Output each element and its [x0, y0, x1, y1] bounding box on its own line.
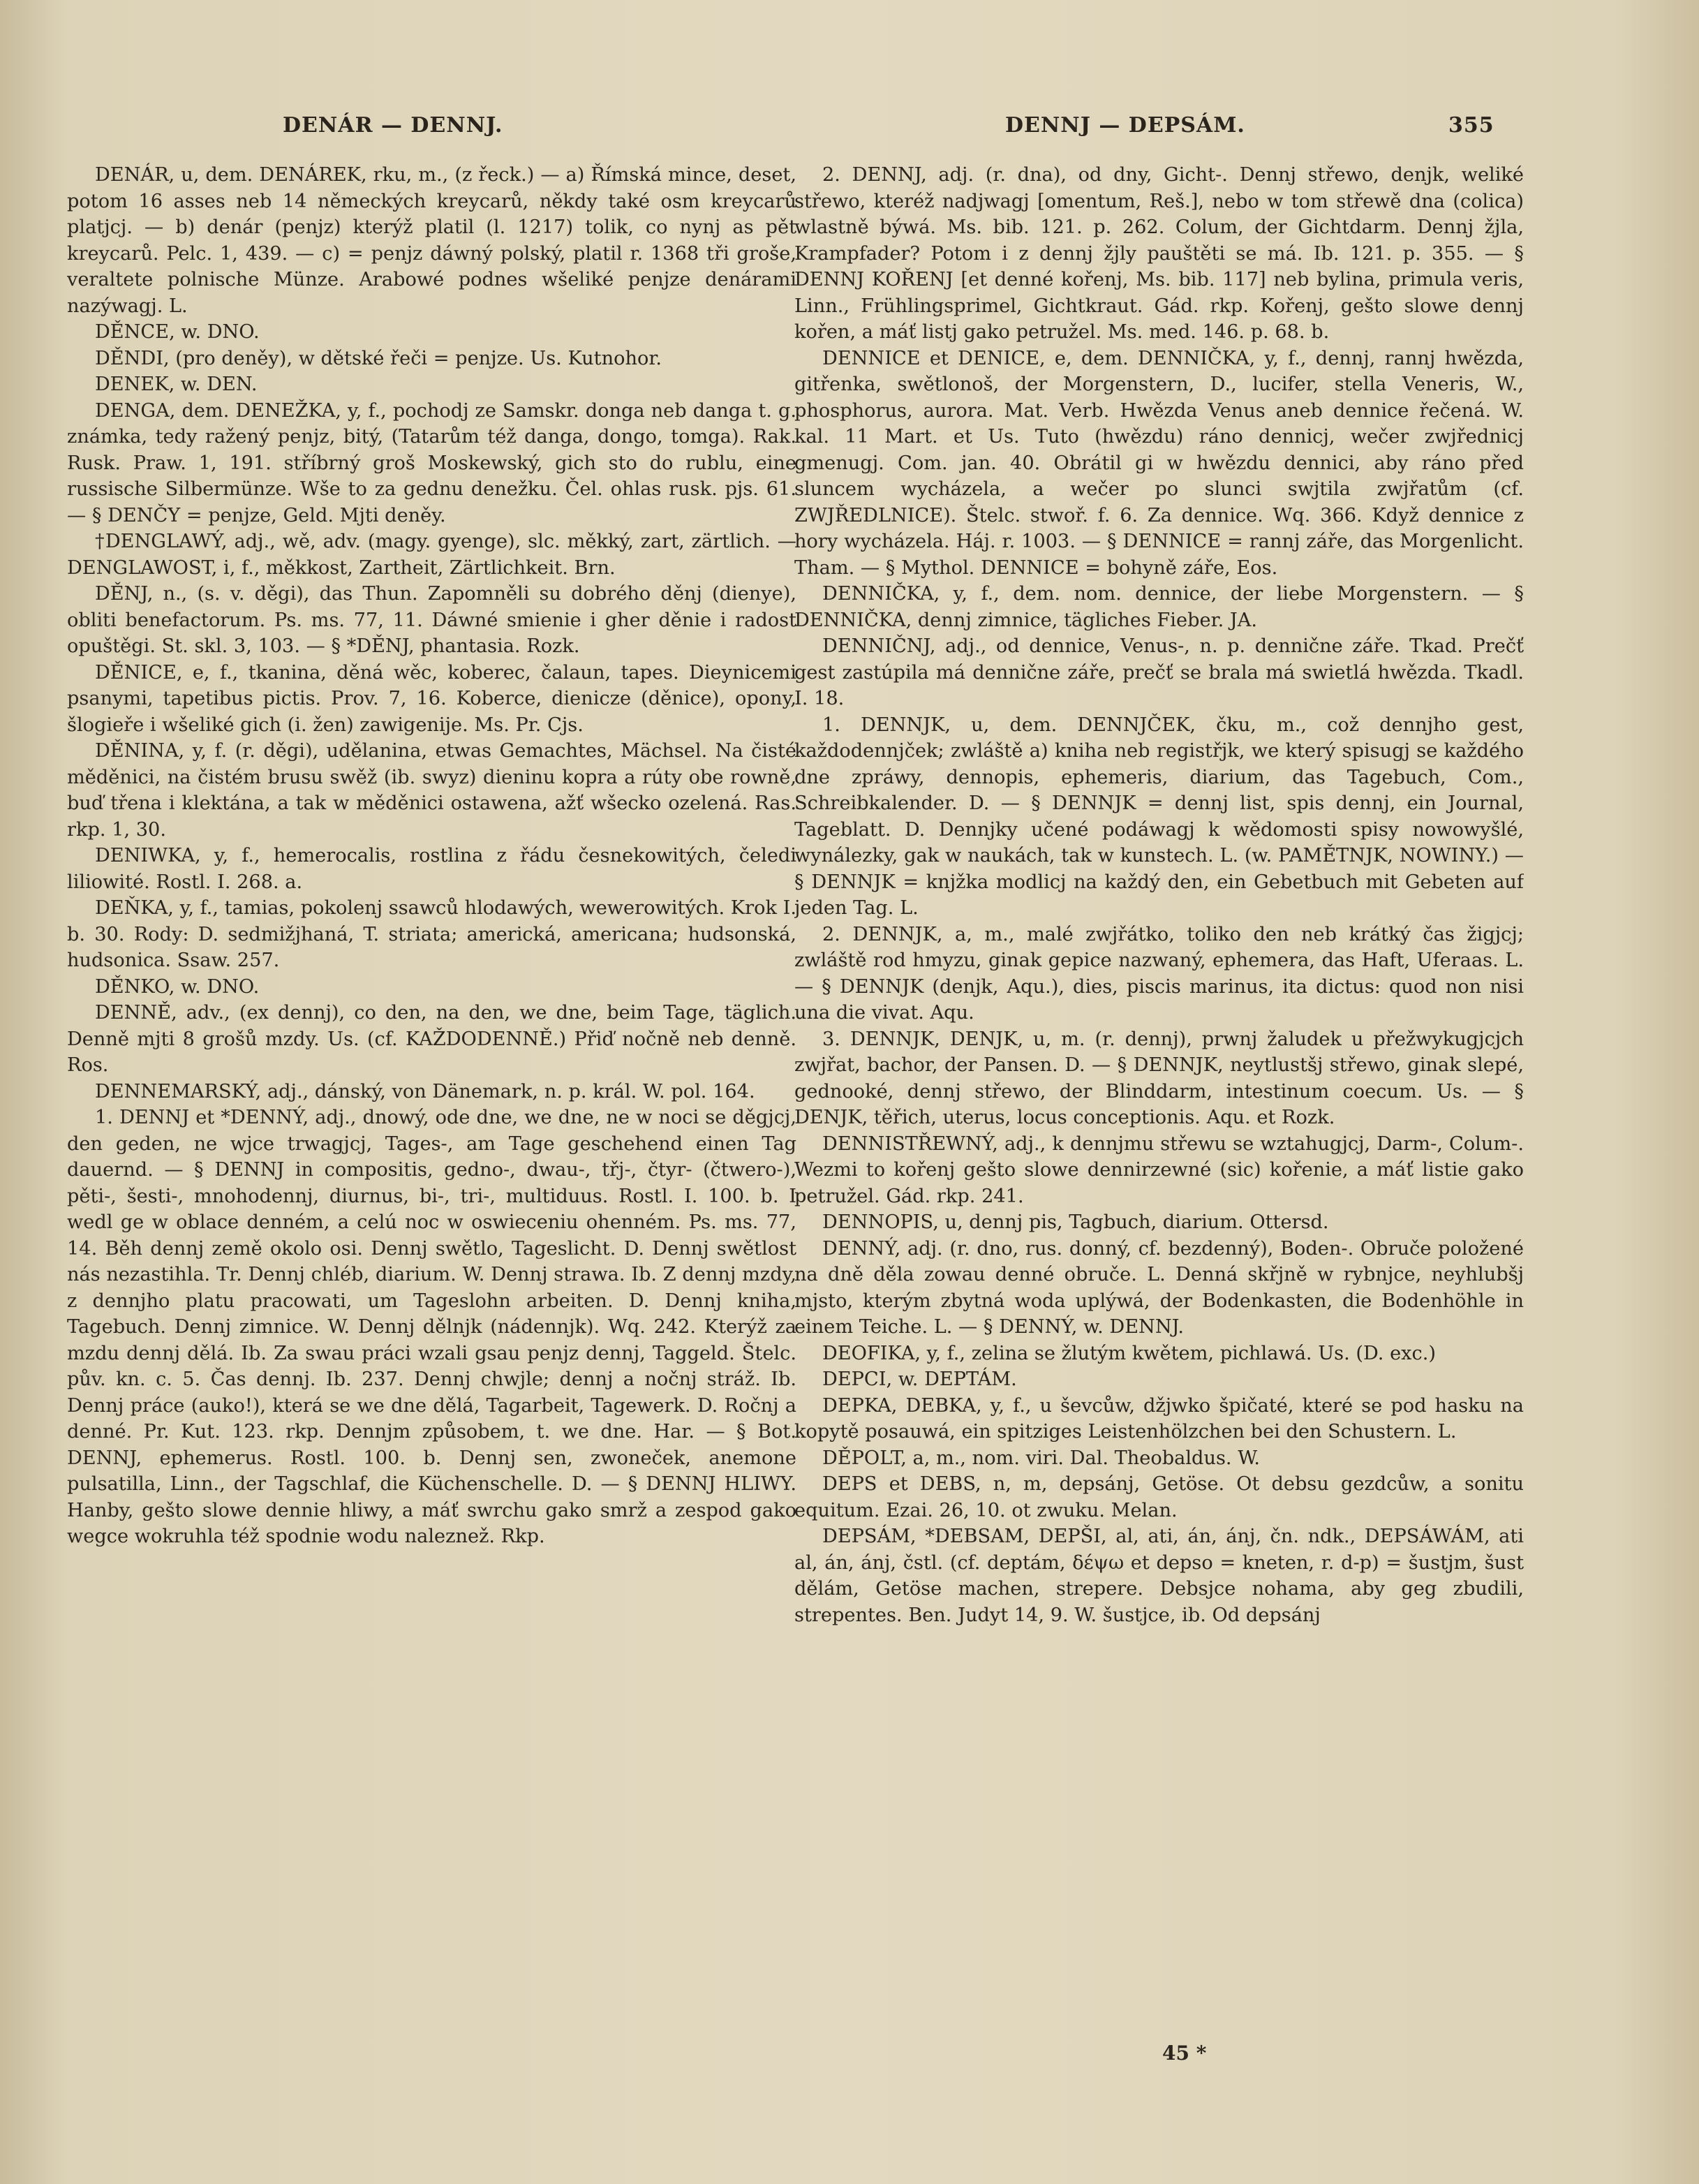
entry: DENÁR, u, dem. DENÁREK, rku, m., (z řeck.) — a) Římská mince, deset, potom 16 asses neb 14 německých kreycarů, někdy také osm kreycarů platjcj. — b) denár (penjz) kterýž platil (l. 1217) tolik, co nynj as pět kreycarů. Pelc. 1, 439. — c) = penjz dáwný polský, platil r. 1368 tři groše, veraltete polnische Münze. Arabowé podnes wšeliké penjze denárami nazýwagj. L. — [67, 164, 796, 317]
entry: DĚNJ, n., (s. v. děgi), das Thun. Zapomněli su dobrého děnj (dienye), obliti benefactorum. Ps. ms. 77, 11. Dáwné smienie i gher děnie i radost opuštěgi. St. skl. 3, 103. — § *DĚNJ, phantasia. Rozk. — [67, 583, 796, 657]
running-head-center: DENNJ — DEPSÁM. — [1005, 113, 1245, 138]
entry: DEPSÁM, *DEBSAM, DEPŠI, al, ati, án, ánj, čn. ndk., DEPSÁWÁM, ati al, án, ánj, čstl. (cf. deptám, δέψω et depso = kneten, r. d-p) = šustjm, šust dělám, Getöse machen, strepere. Debsjce nohama, aby geg zbudili, strepentes. Ben. Judyt 14, 9. W. šustjce, ib. Od depsánj — [794, 1526, 1524, 1626]
entry: DEPKA, DEBKA, y, f., u ševcůw, džjwko špičaté, které se pod hasku na kopytě posauwá, ein spitziges Leistenhölzchen bei den Schustern. L. — [794, 1394, 1524, 1443]
entry: DENNISTŘEWNÝ, adj., k dennjmu střewu se wztahugjcj, Darm-, Colum-. Wezmi to kořenj gešto slowe dennirzewné (sic) kořenie, a máť listie gako petružel. Gád. rkp. 241. — [794, 1132, 1524, 1207]
entry: DĚNKO, w. DNO. — [95, 975, 260, 998]
running-head-left: DENÁR — DENNJ. — [283, 113, 503, 138]
entry: DENNIČKA, y, f., dem. nom. dennice, der liebe Morgenstern. — § DENNIČKA, dennj zimnice, tägliches Fieber. JA. — [794, 583, 1524, 631]
entry: DĚPOLT, a, m., nom. viri. Dal. Theobaldus. W. — [822, 1447, 1261, 1469]
entry: DEŇKA, y, f., tamias, pokolenj ssawců hlodawých, wewerowitých. Krok I. b. 30. Rody: D. sedmižjhaná, T. striata; americká, americana; hudsonská, hudsonica. Ssaw. 257. — [67, 897, 796, 971]
entry: DENGA, dem. DENEŽKA, y, f., pochodj ze Samskr. donga neb danga t. g. známka, tedy ražený penjz, bitý, (Tatarům též danga, dongo, tomga). Rak. Rusk. Praw. 1, 191. stříbrný groš Moskewský, gich sto do rublu, eine russische Silbermünze. Wše to za gednu denežku. Čel. ohlas rusk. pjs. 61. — § DENČY = penjze, Geld. Mjti deněy. — [67, 399, 796, 526]
signature-mark: 45 * — [1162, 2042, 1207, 2065]
entry: DENEK, w. DEN. — [95, 374, 258, 395]
entry: DENNIČNJ, adj., od dennice, Venus-, n. p. dennične záře. Tkad. Prečť gest zastúpila má dennične záře, prečť se brala má swietlá hwězda. Tkadl. I. 18. — [794, 635, 1524, 709]
entry: †DENGLAWÝ, adj., wě, adv. (magy. gyenge), slc. měkký, zart, zärtlich. — DENGLAWOST, i, f., měkkost, Zartheit, Zärtlichkeit. Brn. — [67, 531, 796, 579]
right-column — [794, 162, 1524, 2075]
entry: 1. DENNJK, u, dem. DENNJČEK, čku, m., což dennjho gest, každodennjček; zwláště a) kniha neb registřjk, we který spisugj se každého dne zpráwy, dennopis, ephemeris, diarium, das Tagebuch, Com., Schreibkalender. D. — § DENNJK = dennj list, spis dennj, ein Journal, Tageblatt. D. Dennjky učené podáwagj k wědomosti spisy nowowyšlé, wynálezky, gak w naukách, tak w kunstech. L. (w. PAMĚTNJK, NOWINY.) — § DENNJK = knjžka modlicj na každý den, ein Gebetbuch mit Gebeten auf jeden Tag. L. — [794, 714, 1524, 919]
entry: DENNEMARSKÝ, adj., dánský, von Dänemark, n. p. král. W. pol. 164. — [95, 1080, 755, 1102]
entry: 2. DENNJK, a, m., malé zwjřátko, toliko den neb krátký čas žigjcj; zwláště rod hmyzu, ginak gepice nazwaný, ephemera, das Haft, Uferaas. L. — § DENNJK (denjk, Aqu.), dies, piscis marinus, ita dictus: quod non nisi una die vivat. Aqu. — [794, 923, 1524, 1024]
entry: DEPS et DEBS, n, m, depsánj, Getöse. Ot debsu gezdcůw, a sonitu equitum. Ezai. 26, 10. ot zwuku. Melan. — [794, 1473, 1524, 1521]
entry: DEPCI, w. DEPTÁM. — [822, 1368, 1017, 1390]
left-column — [67, 162, 796, 2075]
entry: DENNĚ, adv., (ex dennj), co den, na den, we dne, beim Tage, täglich. Denně mjti 8 grošů mzdy. Us. (cf. KAŽDODENNĚ.) Přiď nočně neb denně. Ros. — [67, 1002, 796, 1076]
entry: DEOFIKA, y, f., zelina se žlutým kwětem, pichlawá. Us. (D. exc.) — [822, 1342, 1436, 1364]
entry: 3. DENNJK, DENJK, u, m. (r. dennj), prwnj žaludek u přežwykugjcjch zwjřat, bachor, der Pansen. D. — § DENNJK, neytlustšj střewo, ginak slepé, gednooké, dennj střewo, der Blinddarm, intestinum coecum. Us. — § DENJK, těřich, uterus, locus conceptionis. Aqu. et Rozk. — [794, 1028, 1524, 1128]
entry: DĚNDI, (pro deněy), w dětské řeči = penjze. Us. Kutnohor. — [95, 347, 662, 369]
entry: DĚNCE, w. DNO. — [95, 321, 260, 343]
entry: DENNÝ, adj. (r. dno, rus. donný, cf. bezdenný), Boden-. Obruče položené na dně děla zowau denné obruče. L. Denná skřjně w rybnjce, neyhlubšj mjsto, kterým zbytná woda uplýwá, der Bodenkasten, die Bodenhöhle in einem Teiche. L. — § DENNÝ, w. DENNJ. — [794, 1237, 1524, 1338]
page-number: 355 — [1448, 113, 1494, 138]
entry: 2. DENNJ, adj. (r. dna), od dny, Gicht-. Dennj střewo, denjk, weliké střewo, kteréž nadjwagj [omentum, Reš.], nebo w tom střewě dna (colica) wlastně býwá. Ms. bib. 121. p. 262. Colum, der Gichtdarm. Dennj žjla, Krampfader? Potom i z dennj žjly pauštěti se má. Ib. 121. p. 355. — § DENNJ KOŘENJ [et denné kořenj, Ms. bib. 117] neb bylina, primula veris, Linn., Frühlingsprimel, Gichtkraut. Gád. rkp. Kořenj, gešto slowe dennj kořen, a máť listj gako petružel. Ms. med. 146. p. 68. b. — [794, 164, 1524, 343]
entry: DĚNICE, e, f., tkanina, děná wěc, koberec, čalaun, tapes. Dieynicemi psanymi, tapetibus pictis. Prov. 7, 16. Koberce, dienicze (děnice), opony, šlogieře i wšeliké gich (i. žen) zawigenije. Ms. Pr. Cjs. — [67, 661, 796, 736]
entry: 1. DENNJ et *DENNÝ, adj., dnowý, ode dne, we dne, ne w noci se děgjcj, den geden, ne wjce trwagjcj, Tages-, am Tage geschehend einen Tag dauernd. — § DENNJ in compositis, gedno-, dwau-, třj-, čtyr- (čtwero-), pěti-, šesti-, mnohodennj, diurnus, bi-, tri-, multiduus. Rostl. I. 100. b. I wedl ge w oblace denném, a celú noc w oswieceniu ohenném. Ps. ms. 77, 14. Běh dennj země okolo osi. Dennj swětlo, Tageslicht. D. Dennj swětlost nás nezastihla. Tr. Dennj chléb, diarium. W. Dennj strawa. Ib. Z dennj mzdy, z dennjho platu pracowati, um Tageslohn arbeiten. D. Dennj kniha, Tagebuch. Dennj zimnice. W. Dennj dělnjk (nádennjk). Wq. 242. Kterýž za mzdu dennj dělá. Ib. Za swau práci wzali gsau penjz dennj, Taggeld. Štelc. pův. kn. c. 5. Čas dennj. Ib. 237. Dennj chwjle; dennj a nočnj stráž. Ib. Dennj práce (auko!), která se we dne dělá, Tagarbeit, Tagewerk. D. Ročnj a denné. Pr. Kut. 123. rkp. Dennjm způsobem, t. we dne. Har. — § Bot. DENNJ, ephemerus. Rostl. 100. b. Dennj sen, zwoneček, anemone pulsatilla, Linn., der Tagschlaf, die Küchenschelle. D. — § DENNJ HLIWY. Hanby, gešto slowe dennie hliwy, a máť swrchu gako smrž a zespod gako wegce wokruhla též spodnie wodu naleznež. Rkp. — [67, 1107, 796, 1547]
entry: DENNICE et DENICE, e, dem. DENNIČKA, y, f., dennj, rannj hwězda, gitřenka, swětlonoš, der Morgenstern, D., lucifer, stella Veneris, W., phosphorus, aurora. Mat. Verb. Hwězda Venus aneb dennice řečená. W. kal. 11 Mart. et Us. Tuto (hwězdu) ráno dennicj, wečer zwjřednicj gmenugj. Com. jan. 40. Obrátil gi w hwězdu dennici, aby ráno před sluncem wycházela, a wečer po slunci swjtila zwjřatům (cf. ZWJŘEDLNICE). Štelc. stwoř. f. 6. Za dennice. Wq. 366. Když dennice z hory wycházela. Háj. r. 1003. — § DENNICE = rannj záře, das Morgenlicht. Tham. — § Mythol. DENNICE = bohyně záře, Eos. — [794, 347, 1524, 579]
entry: DĚNINA, y, f. (r. děgi), udělanina, etwas Gemachtes, Mächsel. Na čisté měděnici, na čistém brusu swěž (ib. swyz) dieninu kopra a rúty obe rowně, buď třena i klektána, a tak w měděnici ostawena, ažť wšecko ozelená. Ras. rkp. 1, 30. — [67, 740, 796, 841]
entry: DENIWKA, y, f., hemerocalis, rostlina z řádu česnekowitých, čeledi liliowité. Rostl. I. 268. a. — [67, 845, 796, 893]
entry: DENNOPIS, u, dennj pis, Tagbuch, diarium. Ottersd. — [822, 1211, 1329, 1233]
